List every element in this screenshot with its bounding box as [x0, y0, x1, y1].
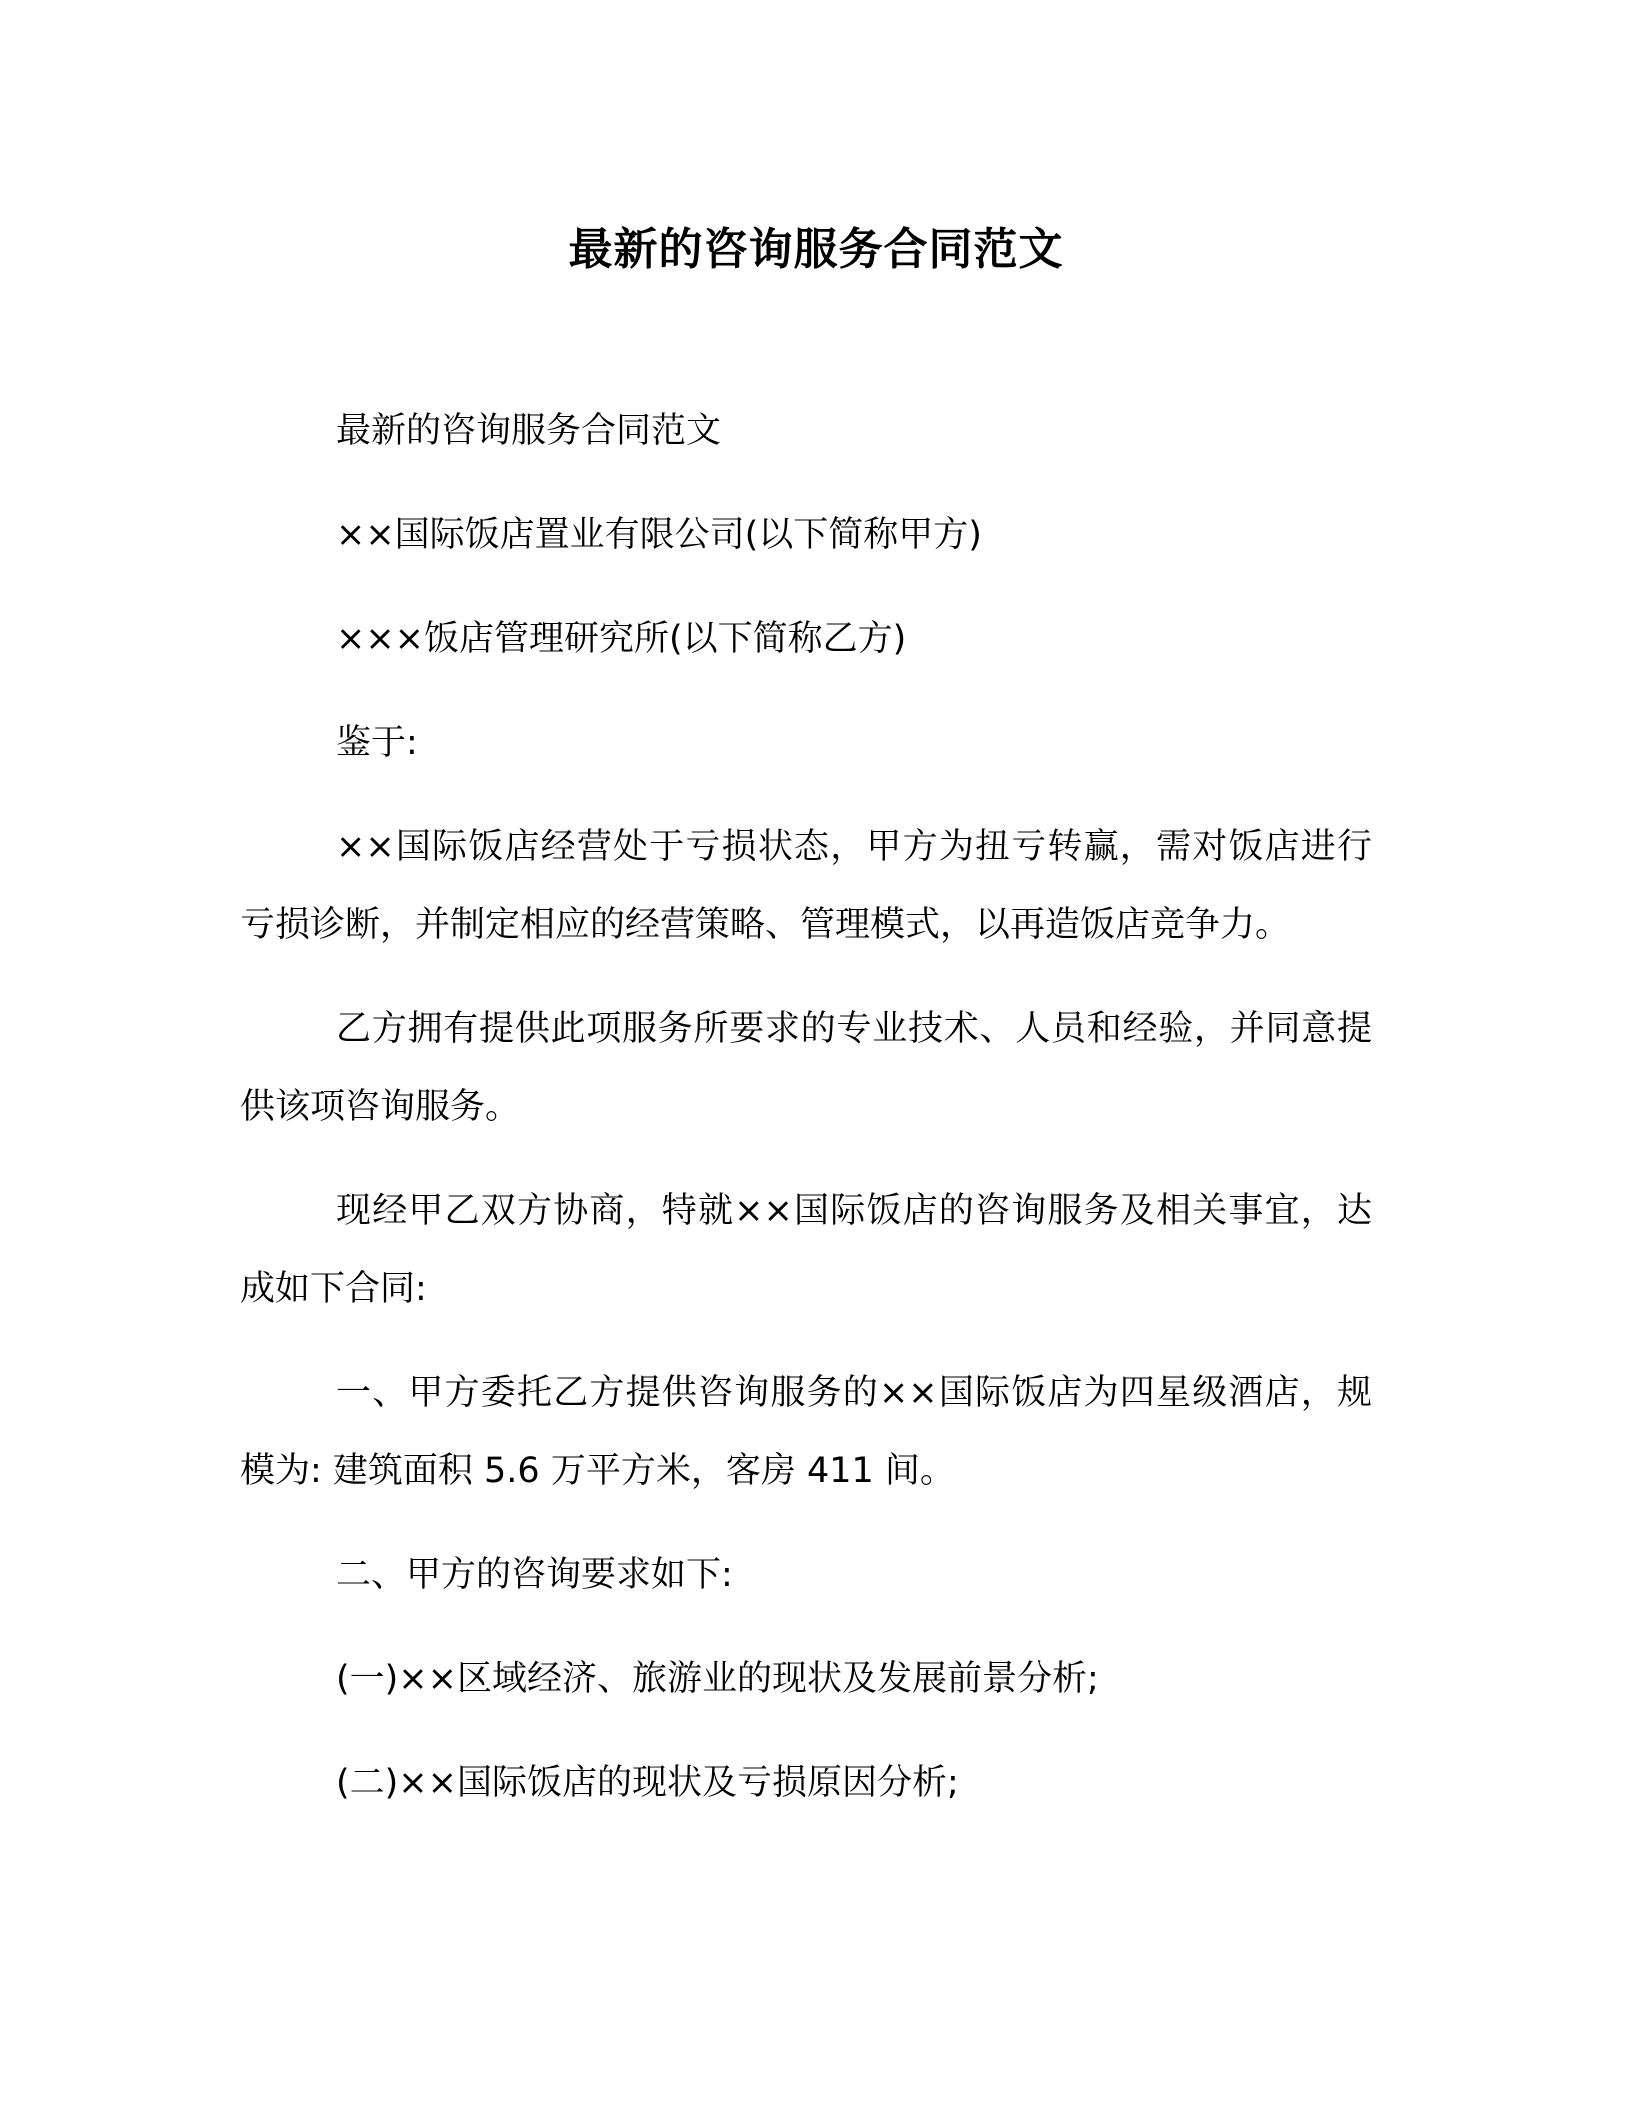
- paragraph-item-1: (一)××区域经济、旅游业的现状及发展前景分析;: [336, 1659, 1099, 1699]
- paragraph-party-a: ××国际饭店置业有限公司(以下简称甲方): [336, 515, 982, 555]
- paragraph-whereas: 鉴于:: [336, 723, 418, 763]
- paragraph-clause-2: 二、甲方的咨询要求如下:: [336, 1555, 733, 1595]
- paragraph-item-2: (二)××国际饭店的现状及亏损原因分析;: [336, 1763, 959, 1803]
- paragraph-heading: 最新的咨询服务合同范文: [336, 411, 722, 451]
- document-title: 最新的咨询服务合同范文: [568, 224, 1064, 275]
- paragraph-clause-1: 一、甲方委托乙方提供咨询服务的××国际饭店为四星级酒店，规模为: 建筑面积 5.6 万平方米，客房 411 间。: [240, 1373, 1372, 1491]
- paragraph-party-b-capability: 乙方拥有提供此项服务所要求的专业技术、人员和经验，并同意提供该项咨询服务。: [240, 1009, 1372, 1127]
- paragraph-party-b: ×××饭店管理研究所(以下简称乙方): [336, 619, 907, 659]
- paragraph-agreement: 现经甲乙双方协商，特就××国际饭店的咨询服务及相关事宜，达成如下合同:: [240, 1191, 1372, 1309]
- paragraph-background: ××国际饭店经营处于亏损状态，甲方为扭亏转赢，需对饭店进行亏损诊断，并制定相应的经营策略、管理模式，以再造饭店竞争力。: [240, 827, 1372, 945]
- document-body: [240, 392, 1372, 1848]
